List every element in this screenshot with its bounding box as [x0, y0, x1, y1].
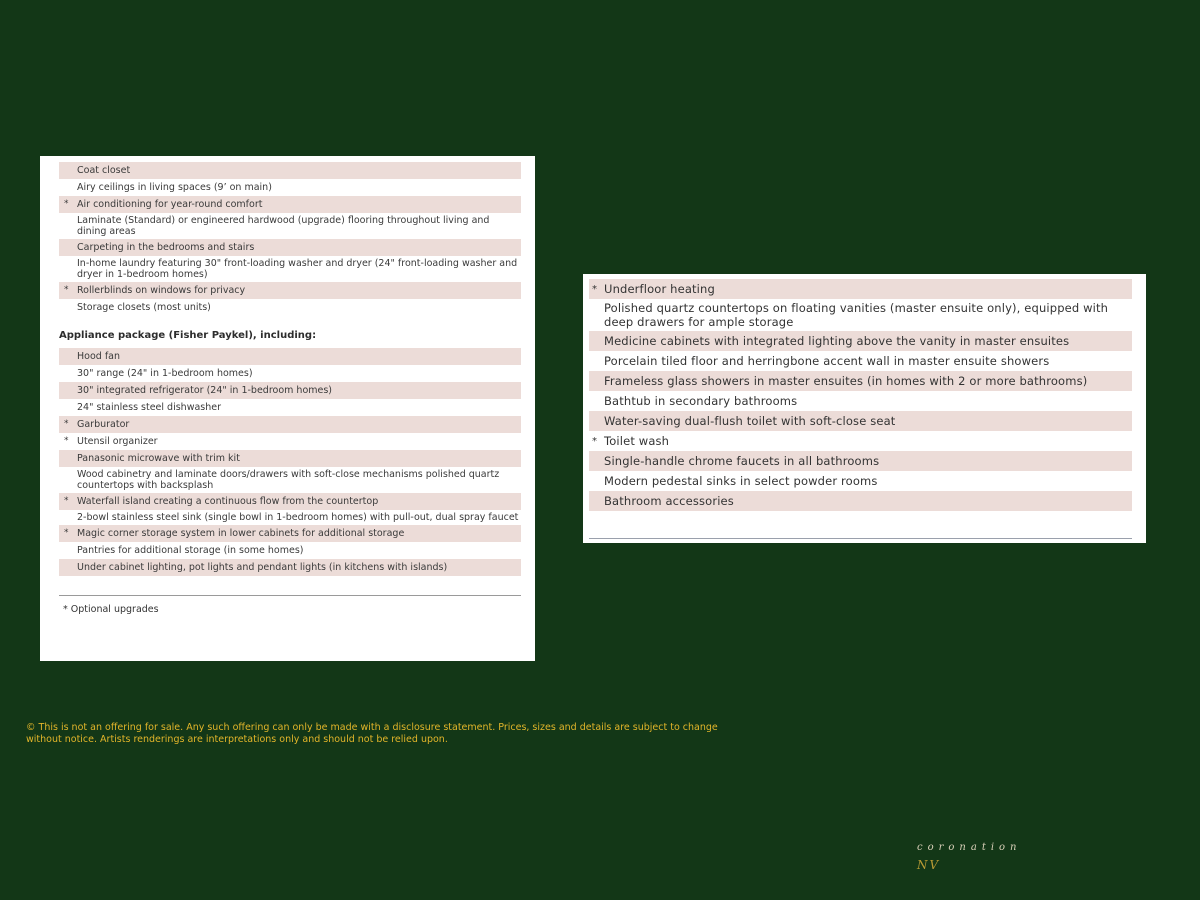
list-item [589, 351, 1132, 371]
list-item-text: Utensil organizer [77, 436, 158, 447]
optional-star: * [592, 284, 598, 295]
list-item [589, 331, 1132, 351]
list-item [589, 299, 1132, 331]
list-item [589, 491, 1132, 511]
list-item [589, 451, 1132, 471]
list-item [589, 471, 1132, 491]
brand-logo [917, 842, 1037, 872]
list-item [59, 382, 521, 399]
list-item [59, 510, 521, 525]
list-item [59, 525, 521, 542]
list-item [59, 239, 521, 256]
list-item-text: 24" stainless steel dishwasher [77, 402, 222, 413]
list-item [589, 431, 1132, 451]
list-item-text: Single-handle chrome faucets in all bathrooms [604, 454, 880, 468]
legal-disclaimer: © This is not an offering for sale. Any such offering can only be made with a disclosure statement. Prices, sizes and details are subject to change without notice. Artists renderings are interpretations only and should not be relied upon. [26, 722, 718, 745]
list-item [589, 371, 1132, 391]
list-item-text: Garburator [77, 419, 130, 430]
brand-monogram: NV [917, 858, 941, 872]
list-item-text: Toilet wash [604, 434, 670, 448]
list-item-text: Panasonic microwave with trim kit [77, 453, 240, 464]
optional-star: * [64, 199, 69, 209]
list-item-text: Magic corner storage system in lower cabinets for additional storage [77, 528, 405, 539]
list-item [589, 279, 1132, 299]
list-item [589, 391, 1132, 411]
list-item [59, 162, 521, 179]
bathroom-feature-list [583, 279, 1146, 511]
list-item-text: Pantries for additional storage (in some homes) [77, 545, 304, 556]
list-item [59, 450, 521, 467]
optional-star: * [64, 496, 69, 506]
optional-star: * [64, 436, 69, 446]
feature-list [40, 162, 535, 316]
list-item-text: Porcelain tiled floor and herringbone accent wall in master ensuite showers [604, 354, 1050, 368]
list-item-text: Laminate (Standard) or engineered hardwood (upgrade) flooring throughout living and dining areas [77, 215, 490, 237]
list-item [59, 559, 521, 576]
list-item-text: Polished quartz countertops on floating vanities (master ensuite only), equipped with deep drawers for ample storage [604, 301, 1109, 329]
list-item [59, 542, 521, 559]
list-item-text: Bathroom accessories [604, 494, 734, 508]
list-item [59, 348, 521, 365]
optional-star: * [64, 528, 69, 538]
list-item-text: Bathtub in secondary bathrooms [604, 394, 798, 408]
list-item [59, 213, 521, 239]
divider [59, 595, 521, 596]
list-item-text: Modern pedestal sinks in select powder rooms [604, 474, 878, 488]
list-item [59, 433, 521, 450]
bathroom-features-panel [583, 274, 1146, 543]
list-item-text: Medicine cabinets with integrated lighting above the vanity in master ensuites [604, 334, 1070, 348]
list-item [59, 256, 521, 282]
list-item-text: Water-saving dual-flush toilet with soft-close seat [604, 414, 896, 428]
list-item-text: Underfloor heating [604, 282, 715, 296]
list-item-text: Storage closets (most units) [77, 302, 211, 313]
list-item-text: Airy ceilings in living spaces (9’ on main) [77, 182, 272, 193]
optional-star: * [64, 285, 69, 295]
optional-upgrades-footnote: * Optional upgrades [63, 604, 159, 615]
list-item-text: 30" integrated refrigerator (24" in 1-bedroom homes) [77, 385, 333, 396]
divider [589, 538, 1132, 539]
list-item-text: Carpeting in the bedrooms and stairs [77, 242, 255, 253]
list-item [59, 179, 521, 196]
list-item [59, 467, 521, 493]
list-item-text: In-home laundry featuring 30" front-loading washer and dryer (24" front-loading washer and dryer in 1-bedroom homes) [77, 258, 518, 280]
appliance-list [40, 348, 535, 576]
list-item [59, 365, 521, 382]
list-item-text: Under cabinet lighting, pot lights and pendant lights (in kitchens with islands) [77, 562, 448, 573]
list-item-text: Hood fan [77, 351, 121, 362]
list-item [59, 299, 521, 316]
list-item [59, 282, 521, 299]
optional-star: * [592, 436, 598, 447]
interior-features-panel [40, 156, 535, 661]
list-item-text: Waterfall island creating a continuous flow from the countertop [77, 496, 379, 507]
appliance-heading: Appliance package (Fisher Paykel), including: [59, 330, 317, 341]
list-item [59, 196, 521, 213]
optional-star: * [64, 419, 69, 429]
list-item-text: Air conditioning for year-round comfort [77, 199, 263, 210]
list-item-text: 2-bowl stainless steel sink (single bowl in 1-bedroom homes) with pull-out, dual spray faucet [77, 512, 519, 523]
list-item-text: 30" range (24" in 1-bedroom homes) [77, 368, 253, 379]
list-item-text: Rollerblinds on windows for privacy [77, 285, 246, 296]
list-item [59, 399, 521, 416]
list-item-text: Frameless glass showers in master ensuites (in homes with 2 or more bathrooms) [604, 374, 1088, 388]
list-item-text: Wood cabinetry and laminate doors/drawers with soft-close mechanisms polished quartz countertops with backsplash [77, 469, 500, 491]
brand-wordmark: coronation [917, 842, 1022, 853]
list-item [59, 416, 521, 433]
list-item [589, 411, 1132, 431]
list-item-text: Coat closet [77, 165, 131, 176]
list-item [59, 493, 521, 510]
